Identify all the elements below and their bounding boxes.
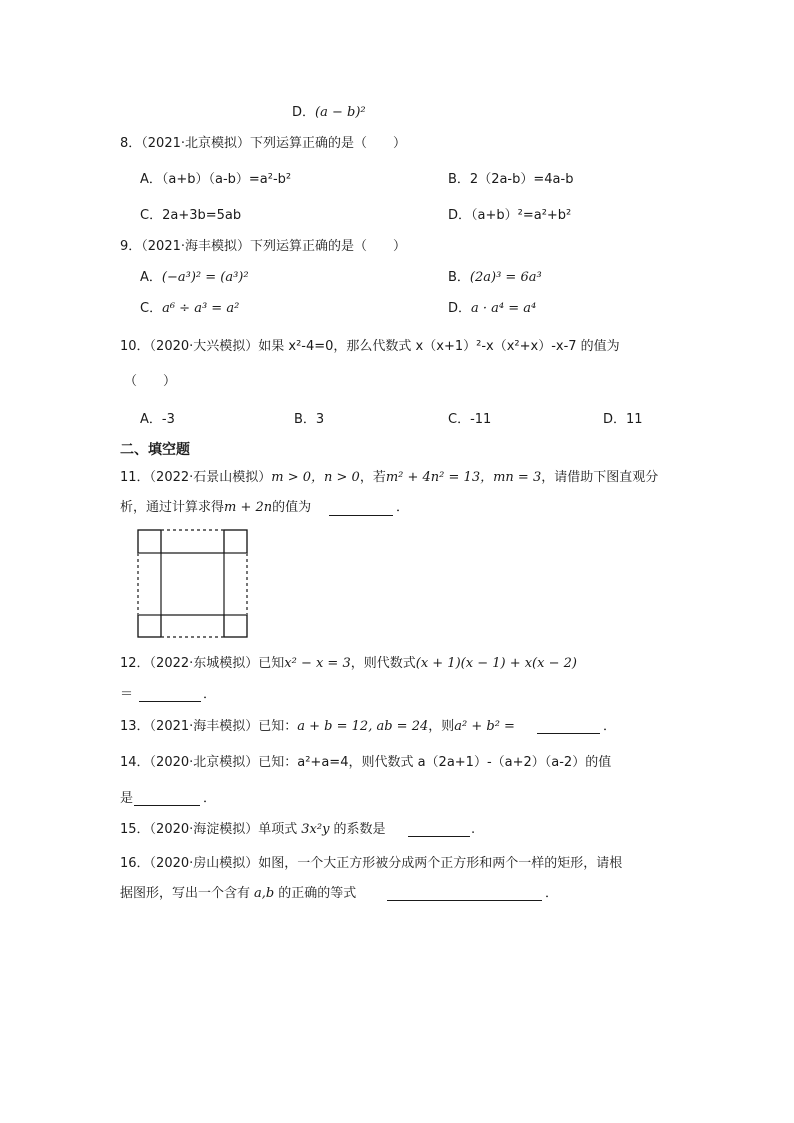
q11-line2-pre: 析，通过计算求得 [120,500,225,515]
q10-option-c: C．-11 [448,412,492,427]
q13-math1: a + b = 12, ab = 24 [297,719,429,734]
q11-line2 [120,501,311,514]
q9-opt-c-label: C． [140,301,163,316]
q9-stem: 9．（2021·海丰模拟）下列运算正确的是（ ） [120,239,406,254]
q16-line1: 16．（2020·房山模拟）如图，一个大正方形被分成两个正方形和两个一样的矩形，请根 [120,856,623,871]
q16-answer-blank[interactable] [387,900,542,901]
q7-opt-d-math: (a − b)² [315,105,366,120]
q16-line2-pre: 据图形，写出一个含有 [120,886,251,901]
q8-option-d: D．（a+b）²=a²+b² [448,208,572,223]
q13-math2: a² + b² = [454,719,515,734]
q11-math3: m + 2n [224,500,273,515]
q10-paren: （ ） [124,374,177,389]
q16-line2 [120,887,356,900]
q11-math1: m > 0，n > 0 [271,470,360,485]
q11-end: ． [396,500,410,515]
q11-prefix: 11．（2022·石景山模拟） [120,470,272,485]
q10-option-b: B．3 [294,412,325,427]
q12-answer-blank[interactable] [139,701,201,702]
q13-end: ． [603,719,617,734]
q10-option-a: A．-3 [140,412,175,427]
q9-option-d [448,302,536,315]
q9-option-a [140,271,249,284]
q11-mid2: ，请借助下图直观分 [541,470,659,485]
q9-option-c [140,302,239,315]
q10-option-d: D．11 [603,412,643,427]
q11-square-figure [137,529,249,639]
q13-mid: ，则 [428,719,455,734]
q11-math2: m² + 4n² = 13，mn = 3 [385,470,542,485]
q15-prefix: 15．（2020·海淀模拟）单项式 [120,822,298,837]
q14-line1: 14．（2020·北京模拟）已知：a²+a=4，则代数式 a（2a+1）-（a+2）（a-2）的值 [120,755,612,770]
q12-line1 [120,657,577,670]
q7-option-d [292,106,366,119]
q9-opt-a-label: A． [140,270,162,285]
q8-option-c: C．2a+3b=5ab [140,208,242,223]
q16-line2-post: 的正确的等式 [278,886,357,901]
q11-answer-blank[interactable] [329,515,393,516]
q8-stem: 8．（2021·北京模拟）下列运算正确的是（ ） [120,136,406,151]
q7-opt-d-label: D． [292,105,316,120]
q13-answer-blank[interactable] [537,733,600,734]
q12-equals: ＝ [120,687,134,702]
q10-stem: 10．（2020·大兴模拟）如果 x²-4=0，那么代数式 x（x+1）²-x（x²+x）-x-7 的值为 [120,339,620,354]
q11-line1 [120,471,658,484]
q14-end: ． [203,791,217,806]
q15-end: . [471,822,476,837]
q15-mid: 的系数是 [333,822,386,837]
q8-option-a: A．（a+b）（a-b）=a²-b² [140,172,292,187]
q16-math: a,b [254,886,275,901]
q11-line2-post: 的值为 [272,500,312,515]
q9-option-b [448,271,542,284]
q12-math1: x² − x = 3 [284,656,351,671]
q14-line2-pre: 是 [120,791,134,806]
q16-end: ． [545,886,559,901]
q13-prefix: 13．（2021·海丰模拟）已知： [120,719,298,734]
q8-option-b: B．2（2a-b）=4a-b [448,172,574,187]
q11-mid1: ，若 [359,470,386,485]
q9-opt-d-label: D． [448,301,472,316]
q13-line [120,720,515,733]
q15-answer-blank[interactable] [408,836,470,837]
q14-answer-blank[interactable] [134,805,200,806]
q15-math: 3x²y [301,822,330,837]
section-heading: 二、填空题 [120,442,190,458]
q12-math2: (x + 1)(x − 1) + x(x − 2) [415,656,577,671]
q9-opt-d-math: a · a⁴ = a⁴ [471,301,537,316]
q9-opt-b-math: (2a)³ = 6a³ [469,270,542,285]
q12-mid: ，则代数式 [350,656,416,671]
q12-prefix: 12．（2022·东城模拟）已知 [120,656,285,671]
q9-opt-c-math: a⁶ ÷ a³ = a² [162,301,240,316]
q12-end: ． [203,687,217,702]
q15-line [120,823,385,836]
q9-opt-b-label: B． [448,270,470,285]
q9-opt-a-math: (−a³)² = (a³)² [161,270,249,285]
